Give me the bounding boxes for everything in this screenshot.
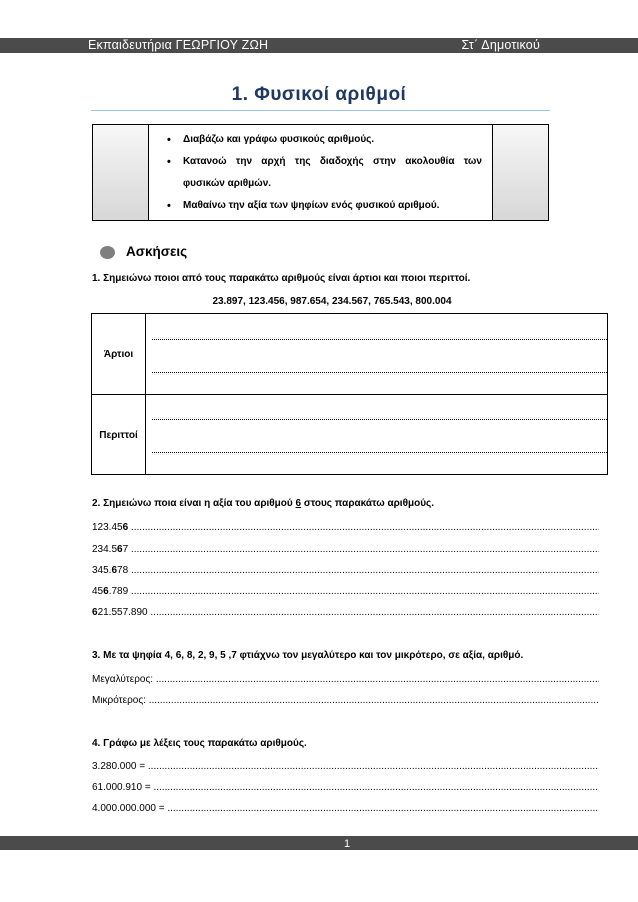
digit-value-line[interactable]: 123.456 .....	[92, 522, 599, 534]
underlined-digit: 6	[295, 498, 302, 509]
goals-left-cell	[93, 125, 149, 220]
goals-list	[167, 129, 482, 217]
goal-item	[167, 151, 482, 195]
goals-list-cell	[149, 125, 492, 220]
digit-value-line[interactable]: 345.678 .....	[92, 565, 599, 577]
page-title: 1. Φυσικοί αριθμοί	[231, 84, 407, 105]
section-title: Ασκήσεις	[126, 244, 188, 259]
table-row	[92, 314, 607, 394]
answer-line[interactable]	[152, 418, 607, 420]
words-line[interactable]: 61.000.910 = .....	[92, 782, 599, 794]
grade-label: Στ΄ Δημοτικού	[461, 38, 540, 52]
goals-box	[92, 124, 549, 221]
goal-item: • Μαθαίνω την αξία των ψηφίων ενός φυσικού αριθμού.	[167, 195, 482, 217]
goal-line: φυσικών αριθμών.	[183, 178, 272, 189]
title-underline	[91, 110, 550, 111]
question-2: 2. Σημειώνω ποια είναι η αξία του αριθμού 6 στους παρακάτω αριθμούς.	[92, 498, 434, 509]
parity-table	[91, 313, 608, 475]
question-4: 4. Γράφω με λέξεις τους παρακάτω αριθμούς.	[92, 738, 307, 749]
goal-item: • Διαβάζω και γράφω φυσικούς αριθμούς.	[167, 129, 482, 151]
digit-value-line[interactable]: 234.567 .....	[92, 544, 599, 556]
digit-value-line[interactable]: 456.789 .....	[92, 586, 599, 598]
answer-line[interactable]	[152, 451, 607, 453]
footer-bar	[0, 836, 638, 850]
row-label-odd: Περιττοί	[92, 395, 146, 475]
digit-value-line[interactable]: 621.557.890 .....	[92, 607, 599, 619]
words-line[interactable]: 3.280.000 = .....	[92, 761, 599, 773]
words-line[interactable]: 4.000.000.000 = .....	[92, 803, 599, 815]
bullet-blob-icon	[100, 246, 115, 259]
question-1: 1. Σημειώνω ποιοι από τους παρακάτω αριθμούς είναι άρτιοι και ποιοι περιττοί.	[92, 273, 471, 284]
table-row	[92, 394, 607, 475]
number-list: 23.897, 123.456, 987.654, 234.567, 765.543, 800.004	[212, 296, 452, 307]
answer-line[interactable]	[152, 371, 607, 373]
goals-right-cell	[492, 125, 548, 220]
school-name: Εκπαιδευτήρια ΓΕΩΡΓΙΟΥ ΖΩΗ	[88, 38, 269, 52]
row-label-even: Άρτιοι	[92, 314, 146, 394]
header-bar	[0, 38, 638, 53]
goal-line: • Κατανοώ την αρχή της διαδοχής στην ακολουθία των	[183, 156, 482, 167]
max-number-line[interactable]: Μεγαλύτερος: .....	[92, 674, 599, 686]
page-number: 1	[343, 838, 351, 850]
answer-line[interactable]	[152, 338, 607, 340]
min-number-line[interactable]: Μικρότερος: .....	[92, 695, 599, 707]
question-3: 3. Με τα ψηφία 4, 6, 8, 2, 9, 5 ,7 φτιάχνω τον μεγαλύτερο και τον μικρότερο, σε αξία, αριθμό.	[92, 650, 524, 661]
